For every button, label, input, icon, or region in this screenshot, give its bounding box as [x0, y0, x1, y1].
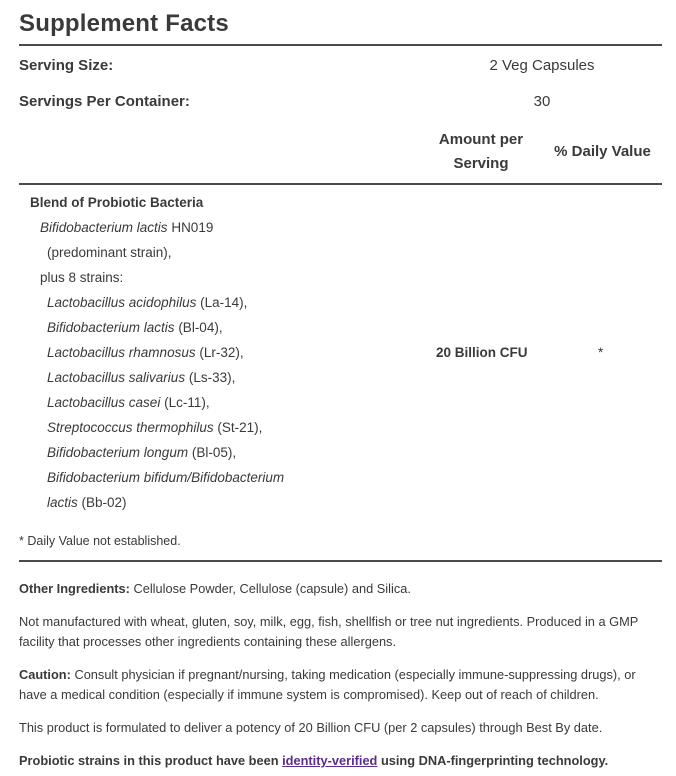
- strain-line: [47, 245, 172, 260]
- strain-code: (Bl-05),: [188, 445, 237, 460]
- amount-per-serving-header: [421, 128, 541, 176]
- strain-code: plus 8 strains:: [40, 270, 124, 285]
- caution-statement: [19, 665, 664, 705]
- strain-line: [47, 295, 247, 310]
- strain-code: HN019: [167, 220, 214, 235]
- strain-name: Bifidobacterium longum: [47, 445, 189, 460]
- strain-line: [40, 220, 213, 235]
- header-rule: [19, 183, 662, 185]
- blend-name: Blend of Probiotic Bacteria: [30, 195, 204, 210]
- daily-value-header: % Daily Value: [554, 143, 651, 160]
- footnote-rule: [19, 560, 662, 562]
- strain-code: (Bl-04),: [174, 320, 223, 335]
- servings-per-container-label: Servings Per Container:: [19, 93, 190, 110]
- strain-code: (Lr-32),: [195, 345, 244, 360]
- amount-header-line1: Amount per: [438, 131, 524, 148]
- strain-line: [40, 270, 123, 285]
- strain-code: (Bb-02): [77, 495, 127, 510]
- caution-text: Consult physician if pregnant/nursing, taking medication (especially immune-suppressing drugs), or have a medical condition (especially if immune system is compromised). Keep out of reach of children.: [19, 667, 636, 702]
- strain-line: [47, 495, 127, 510]
- title-rule: [19, 44, 662, 46]
- strain-name: Lactobacillus casei: [47, 395, 161, 410]
- strain-line: [47, 320, 223, 335]
- caution-label: Caution:: [19, 667, 71, 682]
- identity-verified-link[interactable]: identity-verified: [282, 753, 378, 768]
- identity-statement: [19, 751, 664, 771]
- strain-line: [47, 370, 235, 385]
- strain-line: [47, 420, 262, 435]
- strain-name: Bifidobacterium bifidum/Bifidobacterium: [47, 470, 285, 485]
- strain-name: Lactobacillus acidophilus: [47, 295, 197, 310]
- strain-code: (La-14),: [196, 295, 248, 310]
- strain-name: Lactobacillus rhamnosus: [47, 345, 196, 360]
- serving-size-value: 2 Veg Capsules: [489, 57, 595, 74]
- strain-code: (Lc-11),: [160, 395, 210, 410]
- strain-name: Lactobacillus salivarius: [47, 370, 186, 385]
- strain-name: lactis: [47, 495, 78, 510]
- amount-header-line2: Serving: [453, 155, 509, 172]
- footnote: * Daily Value not established.: [19, 534, 181, 548]
- strain-line: [47, 445, 236, 460]
- strain-name: Bifidobacterium lactis: [40, 220, 168, 235]
- identity-text-before: Probiotic strains in this product have been: [19, 753, 283, 768]
- other-ingredients: [19, 579, 664, 599]
- panel-title: Supplement Facts: [19, 10, 229, 37]
- potency-statement: This product is formulated to deliver a potency of 20 Billion CFU (per 2 capsules) through Best By date.: [19, 720, 603, 735]
- blend-amount: 20 Billion CFU: [436, 345, 528, 360]
- allergen-statement: Not manufactured with wheat, gluten, soy, milk, egg, fish, shellfish or tree nut ingredients. Produced in a GMP facility that processes other ingredients containing these allergens.: [19, 614, 639, 649]
- servings-per-container-value: 30: [533, 93, 551, 110]
- serving-size-label: Serving Size:: [19, 57, 114, 74]
- other-ingredients-label: Other Ingredients:: [19, 581, 130, 596]
- identity-text-after: using DNA-fingerprinting technology.: [377, 753, 609, 768]
- strain-line: [47, 395, 210, 410]
- strain-code: (St-21),: [213, 420, 263, 435]
- strain-line: [47, 470, 284, 485]
- strain-name: Bifidobacterium lactis: [47, 320, 175, 335]
- strain-line: [47, 345, 244, 360]
- strain-name: Streptococcus thermophilus: [47, 420, 214, 435]
- other-ingredients-text: Cellulose Powder, Cellulose (capsule) and Silica.: [129, 581, 411, 596]
- blend-daily-value: *: [598, 345, 604, 360]
- strain-code: (predominant strain),: [47, 245, 172, 260]
- strain-code: (Ls-33),: [185, 370, 236, 385]
